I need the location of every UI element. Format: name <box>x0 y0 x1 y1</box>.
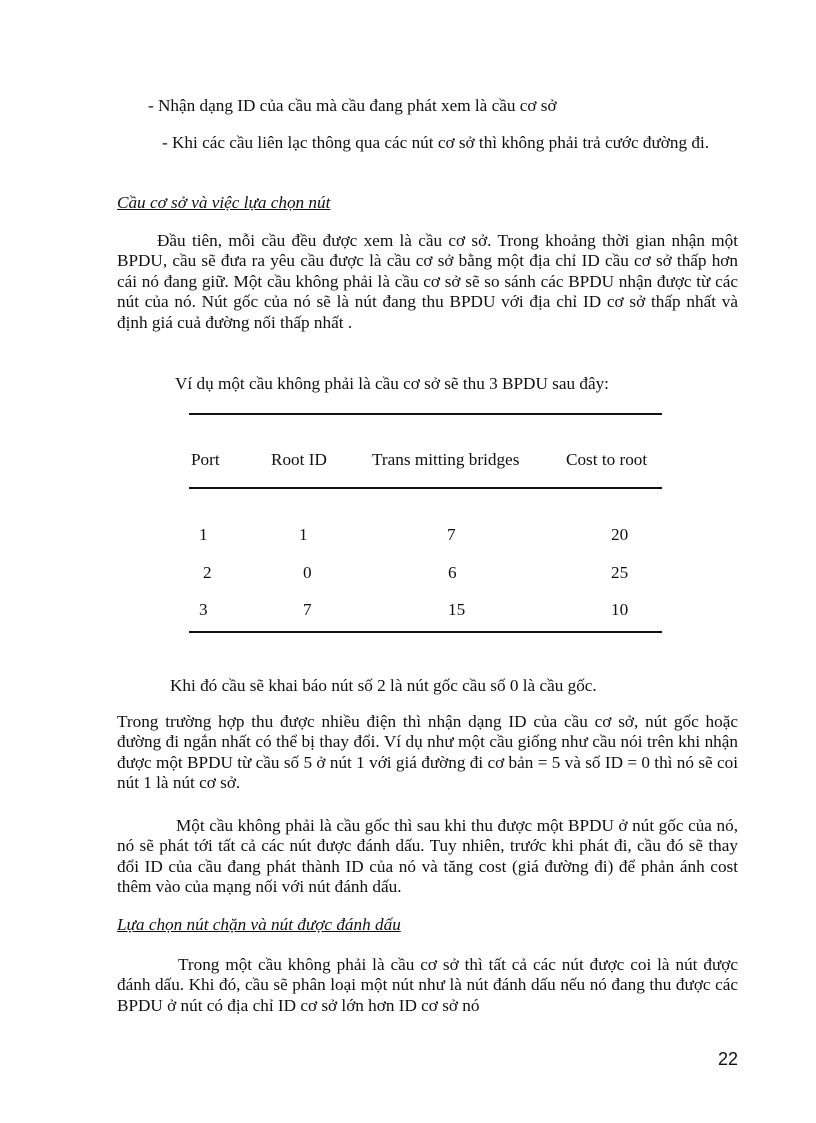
table-row-2-root-id: 0 <box>303 563 312 582</box>
table-row-1-cost: 20 <box>611 525 629 544</box>
table-row-2-port: 2 <box>203 563 212 582</box>
section-heading-blocked-marked: Lựa chọn nút chặn và nút được đánh dấu <box>117 915 401 934</box>
table-row-3-bridges: 15 <box>448 600 466 619</box>
table-header-transmitting-bridges: Trans mitting bridges <box>372 450 520 469</box>
table-bottom-rule <box>189 631 662 633</box>
forwarding-paragraph: Một cầu không phải là cầu gốc thì sau khi thu được một BPDU ở nút gốc của nó, nó sẽ phát tới tất cả các nút được đánh dấu. Tuy nhiên, trước khi phát đi, cầu đó sẽ thay đổi ID của cầu đang phát thành ID của nó và tăng cost (giá đường đi) để phản ánh cost thêm vào của mạng nối với nút đánh dấu. <box>117 816 738 897</box>
table-row-2-bridges: 6 <box>448 563 457 582</box>
bullet-paragraph-1: - Nhận dạng ID của cầu mà cầu đang phát xem là cầu cơ sở <box>148 96 557 115</box>
page-number: 22 <box>718 1049 739 1069</box>
table-row-1-root-id: 1 <box>299 525 308 544</box>
table-header-rule <box>189 487 662 489</box>
intro-paragraph: Đầu tiên, mỗi cầu đều được xem là cầu cơ sở. Trong khoảng thời gian nhận một BPDU, cầu sẽ đưa ra yêu cầu được là cầu cơ sở bằng một địa chỉ ID cầu cơ sở thấp hơn cái nó đang giữ. Một cầu không phải là cầu cơ sở sẽ so sánh các BPDU nhận được từ các nút của nó. Nút gốc của nó sẽ là nút đang thu BPDU với địa chỉ ID cơ sở thấp nhất và định giá cuả đường nối thấp nhất . <box>117 231 738 332</box>
bullet-paragraph-2: - Khi các cầu liên lạc thông qua các nút cơ sở thì không phải trả cước đường đi. <box>162 133 710 152</box>
table-row-3-port: 3 <box>199 600 208 619</box>
table-header-port: Port <box>191 450 220 469</box>
table-row-2-cost: 25 <box>611 563 629 582</box>
table-row-3-cost: 10 <box>611 600 629 619</box>
table-row-1-port: 1 <box>199 525 208 544</box>
table-row-1-bridges: 7 <box>447 525 456 544</box>
final-paragraph: Trong một cầu không phải là cầu cơ sở thì tất cả các nút được coi là nút được đánh dấu. Khi đó, cầu sẽ phân loại một nút như là nút đánh dấu nếu nó đang thu được các BPDU ở nút có địa chỉ ID cơ sở lớn hơn ID cơ sở nó <box>117 955 738 1015</box>
table-row-3-root-id: 7 <box>303 600 312 619</box>
table-caption: Ví dụ một cầu không phải là cầu cơ sở sẽ thu 3 BPDU sau đây: <box>175 374 609 393</box>
conclusion-paragraph: Khi đó cầu sẽ khai báo nút số 2 là nút gốc cầu số 0 là cầu gốc. <box>170 676 597 695</box>
table-top-rule <box>189 413 662 415</box>
example-paragraph: Trong trường hợp thu được nhiều điện thì nhận dạng ID của cầu cơ sở, nút gốc hoặc đường đi ngắn nhất có thể bị thay đổi. Ví dụ như một cầu giống như cầu nói trên khi nhận được một BPDU từ cầu số 5 ở nút 1 với giá đường đi cơ bản = 5 và số ID = 0 thì nó sẽ coi nút 1 là nút cơ sở. <box>117 712 738 793</box>
table-header-root-id: Root ID <box>271 450 327 469</box>
section-heading-root-bridge: Cầu cơ sở và việc lựa chọn nút <box>117 193 331 212</box>
table-header-cost-to-root: Cost to root <box>566 450 648 469</box>
